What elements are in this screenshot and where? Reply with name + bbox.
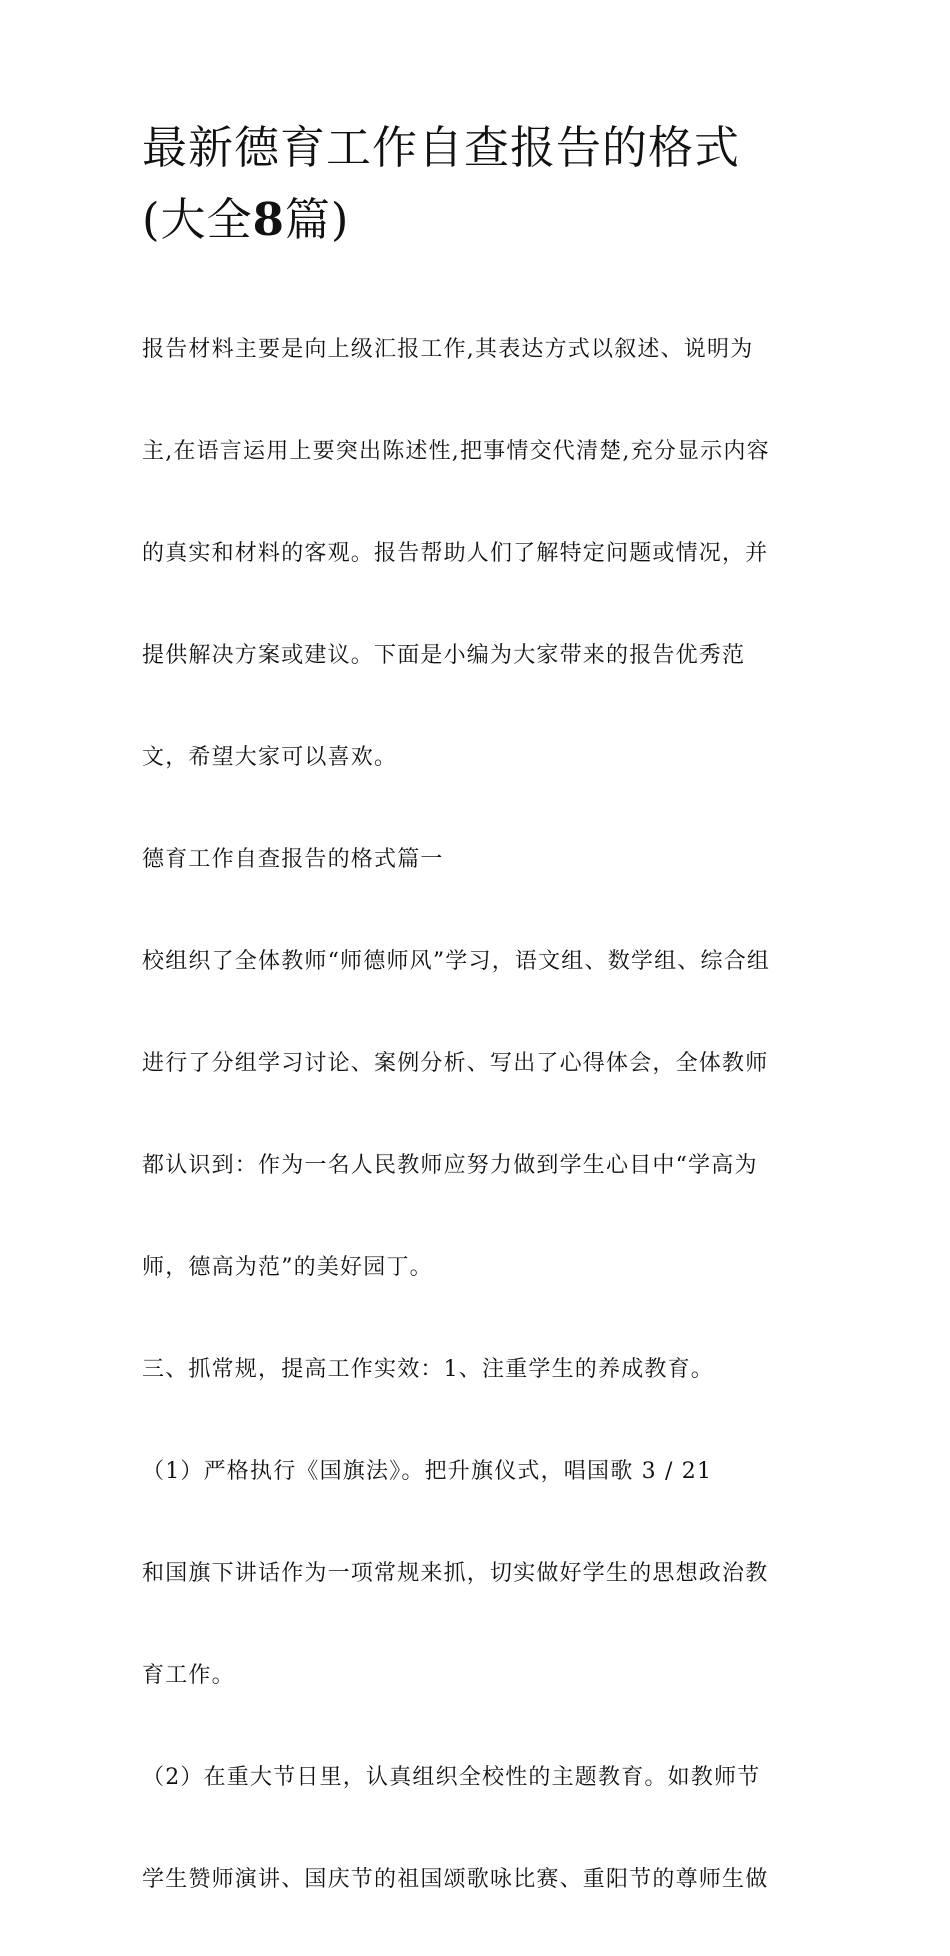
body-line: 三、抓常规，提高工作实效：1、注重学生的养成教育。 xyxy=(142,1357,714,1382)
document-body xyxy=(142,273,818,1956)
body-line: 师，德高为范”的美好园丁。 xyxy=(142,1255,433,1280)
title-line-1: 最新德育工作自查报告的格式 xyxy=(142,121,741,174)
body-line: 学生赞师演讲、国庆节的祖国颂歌咏比赛、重阳节的尊师生做 xyxy=(142,1867,769,1892)
title-line-2: (大全8篇) xyxy=(142,193,350,246)
body-line: 报告材料主要是向上级汇报工作,其表达方式以叙述、说明为 xyxy=(142,337,754,362)
body-line: 和国旗下讲话作为一项常规来抓，切实做好学生的思想政治教 xyxy=(142,1561,769,1586)
document-page xyxy=(142,112,818,1956)
body-line: 提供解决方案或建议。下面是小编为大家带来的报告优秀范 xyxy=(142,643,746,668)
body-line: （2）在重大节日里，认真组织全校性的主题教育。如教师节 xyxy=(142,1765,761,1790)
document-title xyxy=(142,112,818,256)
body-line: 育工作。 xyxy=(142,1663,235,1688)
body-line: 的真实和材料的客观。报告帮助人们了解特定问题或情况，并 xyxy=(142,541,769,566)
body-line: 文，希望大家可以喜欢。 xyxy=(142,745,398,770)
body-line: 进行了分组学习讨论、案例分析、写出了心得体会，全体教师 xyxy=(142,1051,769,1076)
body-line: 都认识到：作为一名人民教师应努力做到学生心目中“学高为 xyxy=(142,1153,758,1178)
body-line: 校组织了全体教师“师德师风”学习，语文组、数学组、综合组 xyxy=(142,949,771,974)
body-line: 主,在语言运用上要突出陈述性,把事情交代清楚,充分显示内容 xyxy=(142,439,770,464)
body-line: （1）严格执行《国旗法》。把升旗仪式，唱国歌 3 / 21 xyxy=(142,1459,713,1484)
section-heading: 德育工作自查报告的格式篇一 xyxy=(142,847,444,872)
